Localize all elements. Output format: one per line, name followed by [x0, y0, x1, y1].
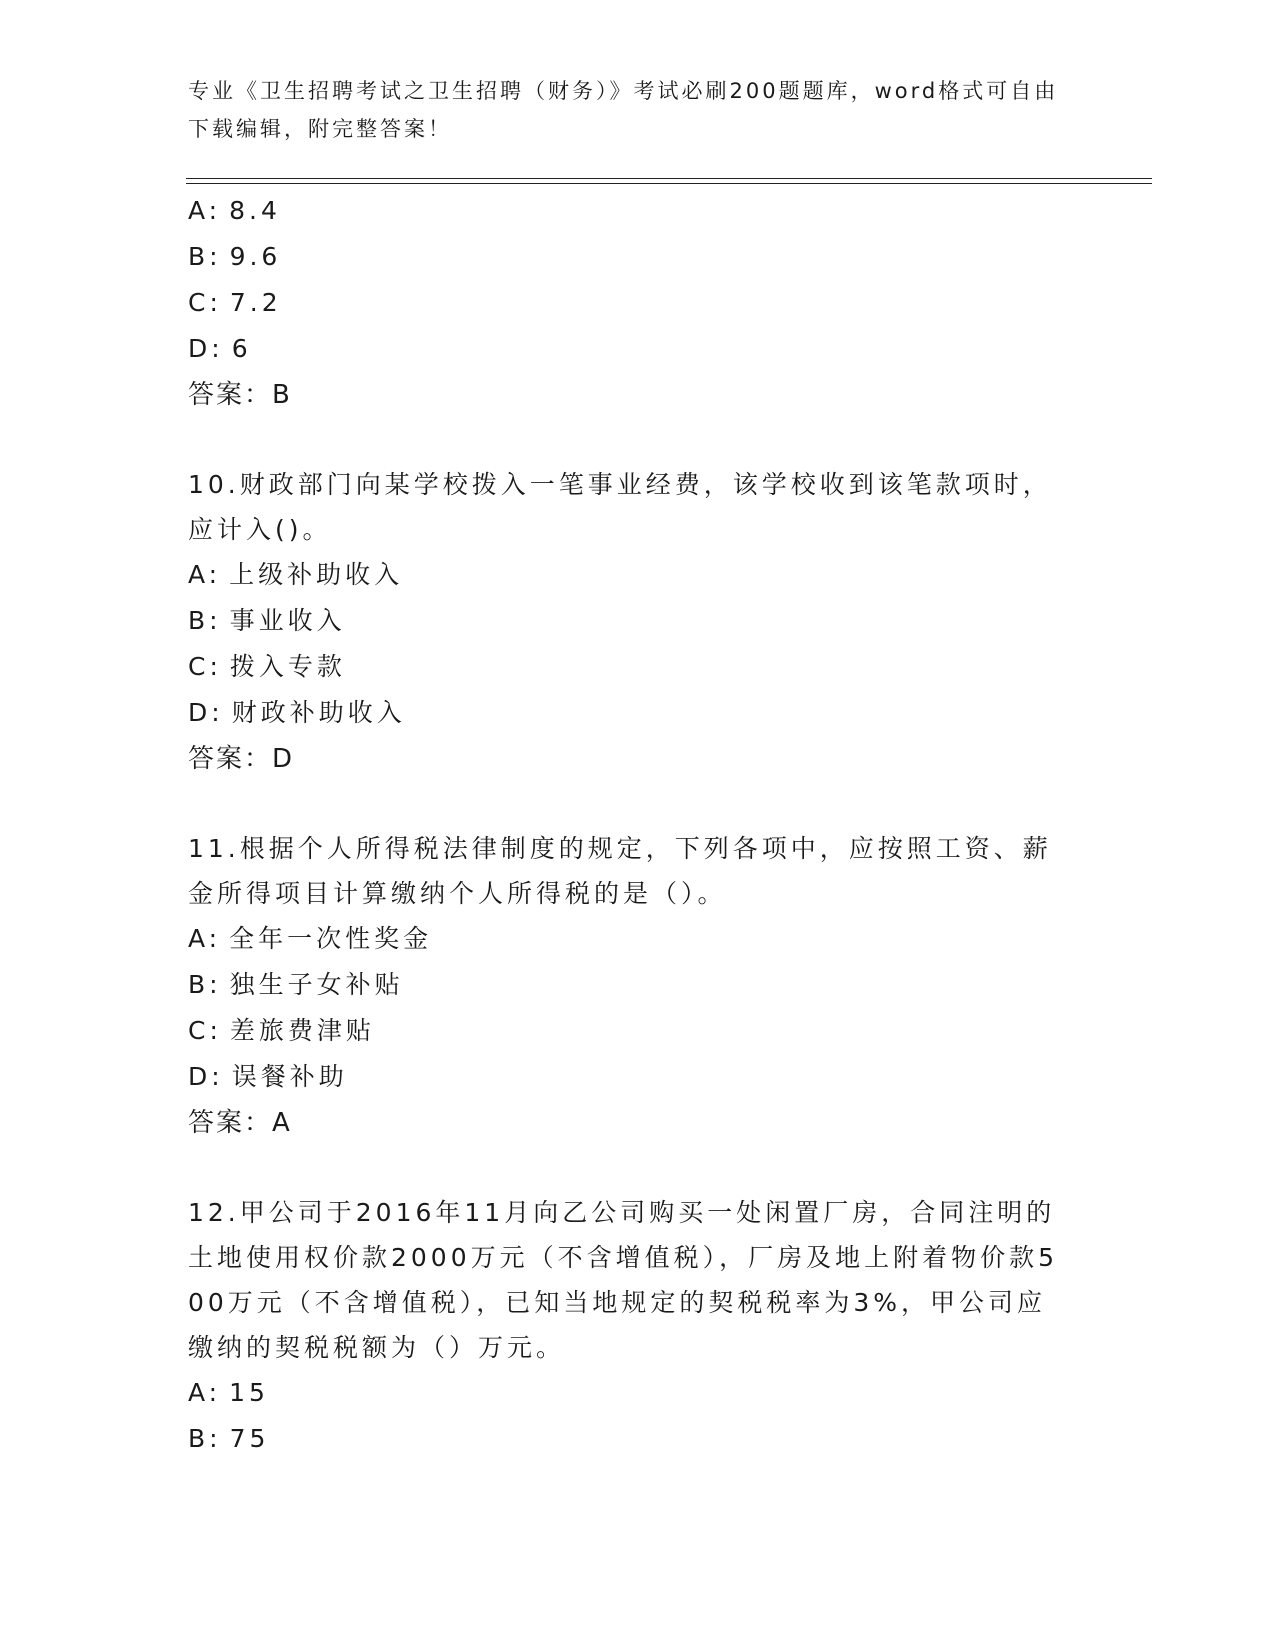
question-block-11 [188, 826, 1088, 1146]
option-b: B: 事业收入 [188, 606, 346, 635]
option-d: D: 误餐补助 [188, 1062, 348, 1091]
question-text: 10.财政部门向某学校拨入一笔事业经费，该学校收到该笔款项时，应计入()。 [188, 470, 1052, 544]
option-c: C: 差旅费津贴 [188, 1016, 375, 1045]
answer-line: 答案：A [188, 1108, 292, 1138]
question-text: 11.根据个人所得税法律制度的规定，下列各项中，应按照工资、薪金所得项目计算缴纳个人所得税的是（）。 [188, 834, 1052, 908]
option-a: A: 全年一次性奖金 [188, 924, 433, 953]
question-text: 12.甲公司于2016年11月向乙公司购买一处闲置厂房，合同注明的土地使用权价款2000万元（不含增值税），厂房及地上附着物价款500万元（不含增值税），已知当地规定的契税税率为3%，甲公司应缴纳的契税税额为（）万元。 [188, 1198, 1059, 1362]
option-b: B: 9.6 [188, 242, 282, 271]
question-list [188, 188, 1088, 1462]
answer-line: 答案：B [188, 380, 292, 410]
document-header: 专业《卫生招聘考试之卫生招聘（财务）》考试必刷200题题库，word格式可自由下载编辑，附完整答案！ [188, 79, 1059, 141]
option-d: D: 6 [188, 334, 252, 363]
option-d: D: 财政补助收入 [188, 698, 406, 727]
option-c: C: 7.2 [188, 288, 282, 317]
option-a: A: 15 [188, 1378, 269, 1407]
question-block-10 [188, 462, 1088, 782]
option-a: A: 上级补助收入 [188, 560, 404, 589]
option-a: A: 8.4 [188, 196, 281, 225]
header-divider-second [186, 183, 1152, 184]
header-divider [186, 178, 1152, 179]
question-block-12 [188, 1190, 1088, 1462]
option-b: B: 独生子女补贴 [188, 970, 404, 999]
answer-line: 答案：D [188, 744, 295, 774]
option-c: C: 拨入专款 [188, 652, 346, 681]
question-block-9 [188, 188, 1088, 418]
option-b: B: 75 [188, 1424, 270, 1453]
